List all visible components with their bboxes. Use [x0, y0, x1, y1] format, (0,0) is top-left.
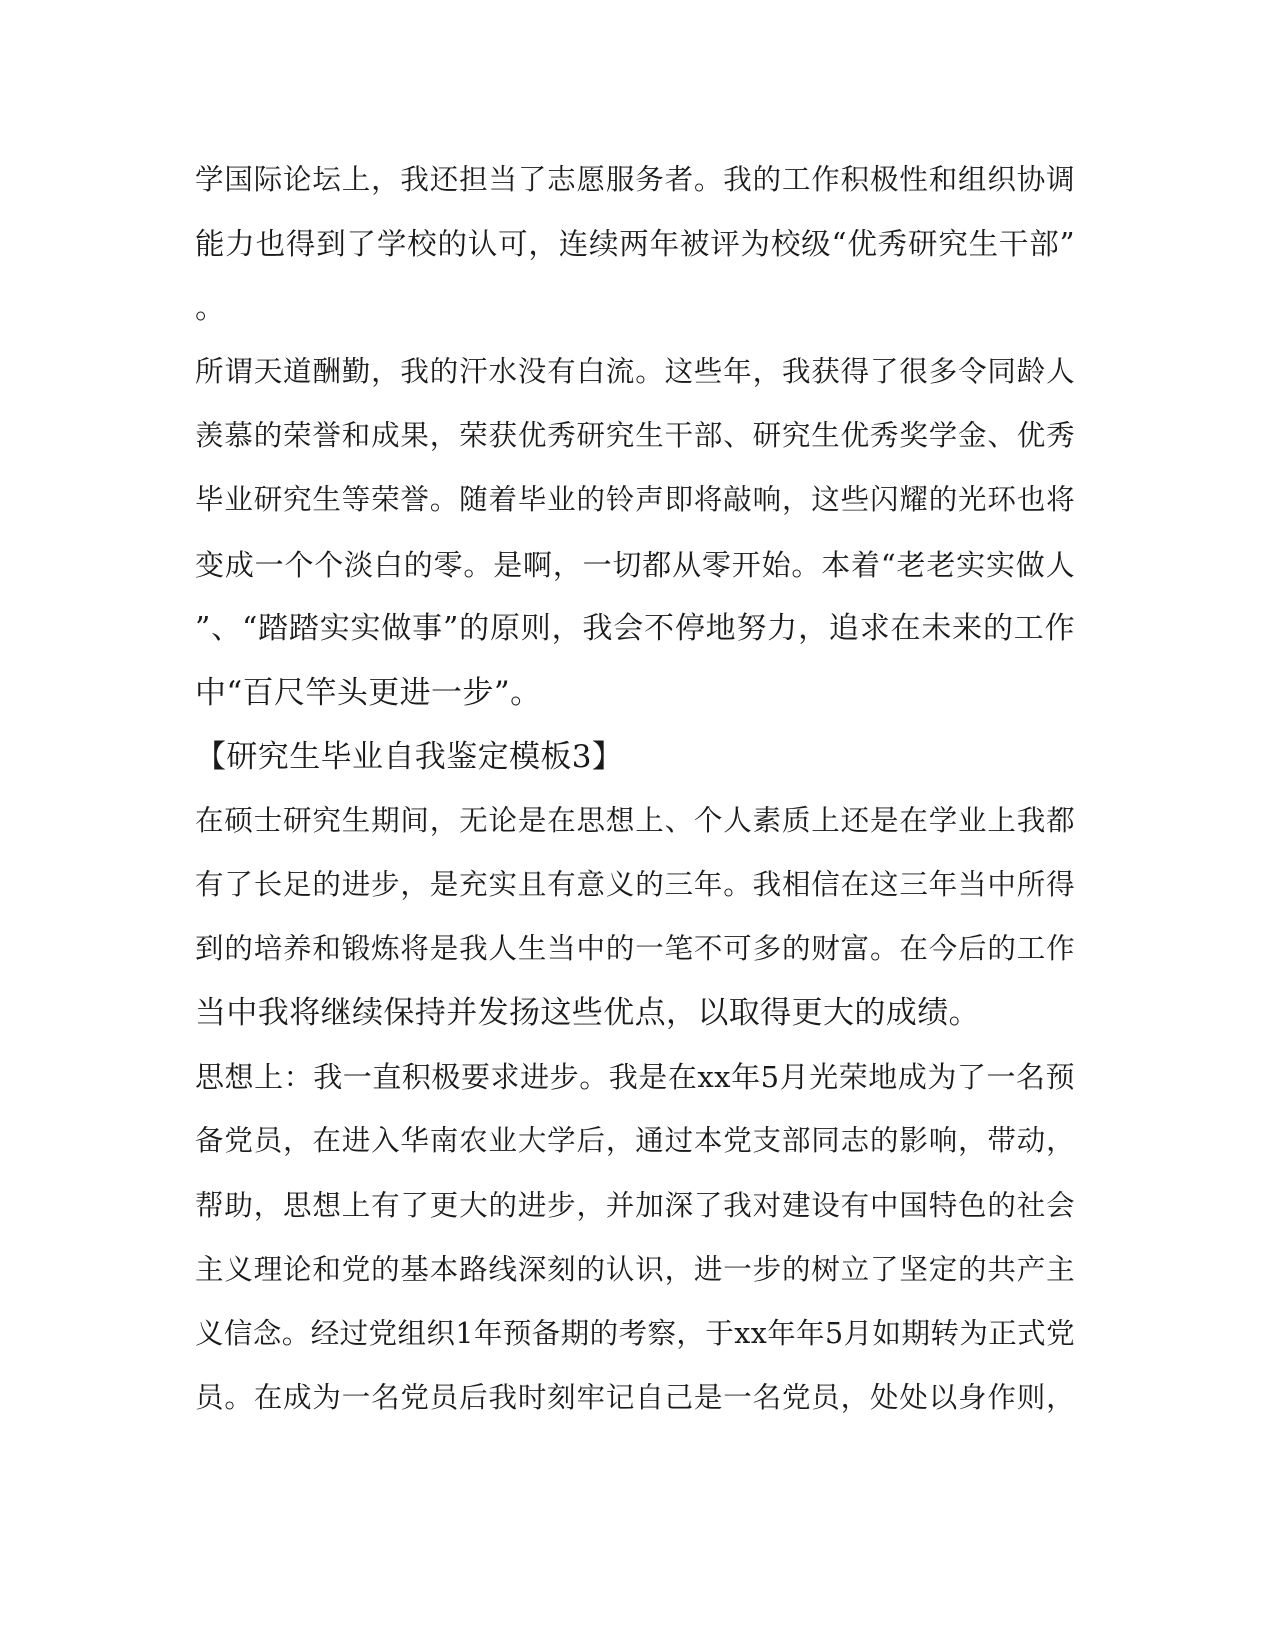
text-line: 思想上：我一直积极要求进步。我是在xx年5月光荣地成为了一名预: [195, 1060, 1075, 1095]
text-line: ”、“踏踏实实做事”的原则，我会不停地努力，追求在未来的工作: [195, 610, 1075, 646]
document-body: [195, 158, 1075, 1440]
text-line: 变成一个个淡白的零。是啊，一切都从零开始。本着“老老实实做人: [195, 547, 1075, 582]
text-line: 毕业研究生等荣誉。随着毕业的铃声即将敲响，这些闪耀的光环也将: [195, 483, 1075, 517]
text-line: 备党员，在进入华南农业大学后，通过本党支部同志的影响，带动，: [195, 1124, 1075, 1158]
text-line: 学国际论坛上，我还担当了志愿服务者。我的工作积极性和组织协调: [195, 163, 1075, 196]
text-line: 到的培养和锻炼将是我人生当中的一笔不可多的财富。在今后的工作: [195, 932, 1075, 966]
text-line: 有了长足的进步，是充实且有意义的三年。我相信在这三年当中所得: [195, 868, 1075, 902]
text-line: 主义理论和党的基本路线深刻的认识，进一步的树立了坚定的共产主: [195, 1252, 1075, 1286]
text-line: 员。在成为一名党员后我时刻牢记自己是一名党员，处处以身作则，: [195, 1380, 1075, 1414]
text-line: 中“百尺竿头更进一步”。: [195, 674, 542, 711]
text-line: 。: [195, 290, 227, 327]
text-line: 羡慕的荣誉和成果，荣获优秀研究生干部、研究生优秀奖学金、优秀: [195, 419, 1075, 453]
text-line: 当中我将继续保持并发扬这些优点，以取得更大的成绩。: [195, 995, 980, 1032]
text-line: 所谓天道酬勤，我的汗水没有白流。这些年，我获得了很多令同龄人: [195, 355, 1075, 389]
text-line: 义信念。经过党组织1年预备期的考察，于xx年年5月如期转为正式党: [195, 1316, 1075, 1350]
text-line: 能力也得到了学校的认可，连续两年被评为校级“优秀研究生干部”: [195, 227, 1075, 262]
text-line: 帮助，思想上有了更大的进步，并加深了我对建设有中国特色的社会: [195, 1188, 1075, 1222]
text-line: 在硕士研究生期间，无论是在思想上、个人素质上还是在学业上我都: [195, 803, 1075, 837]
section-heading: 【研究生毕业自我鉴定模板3】: [195, 738, 624, 775]
